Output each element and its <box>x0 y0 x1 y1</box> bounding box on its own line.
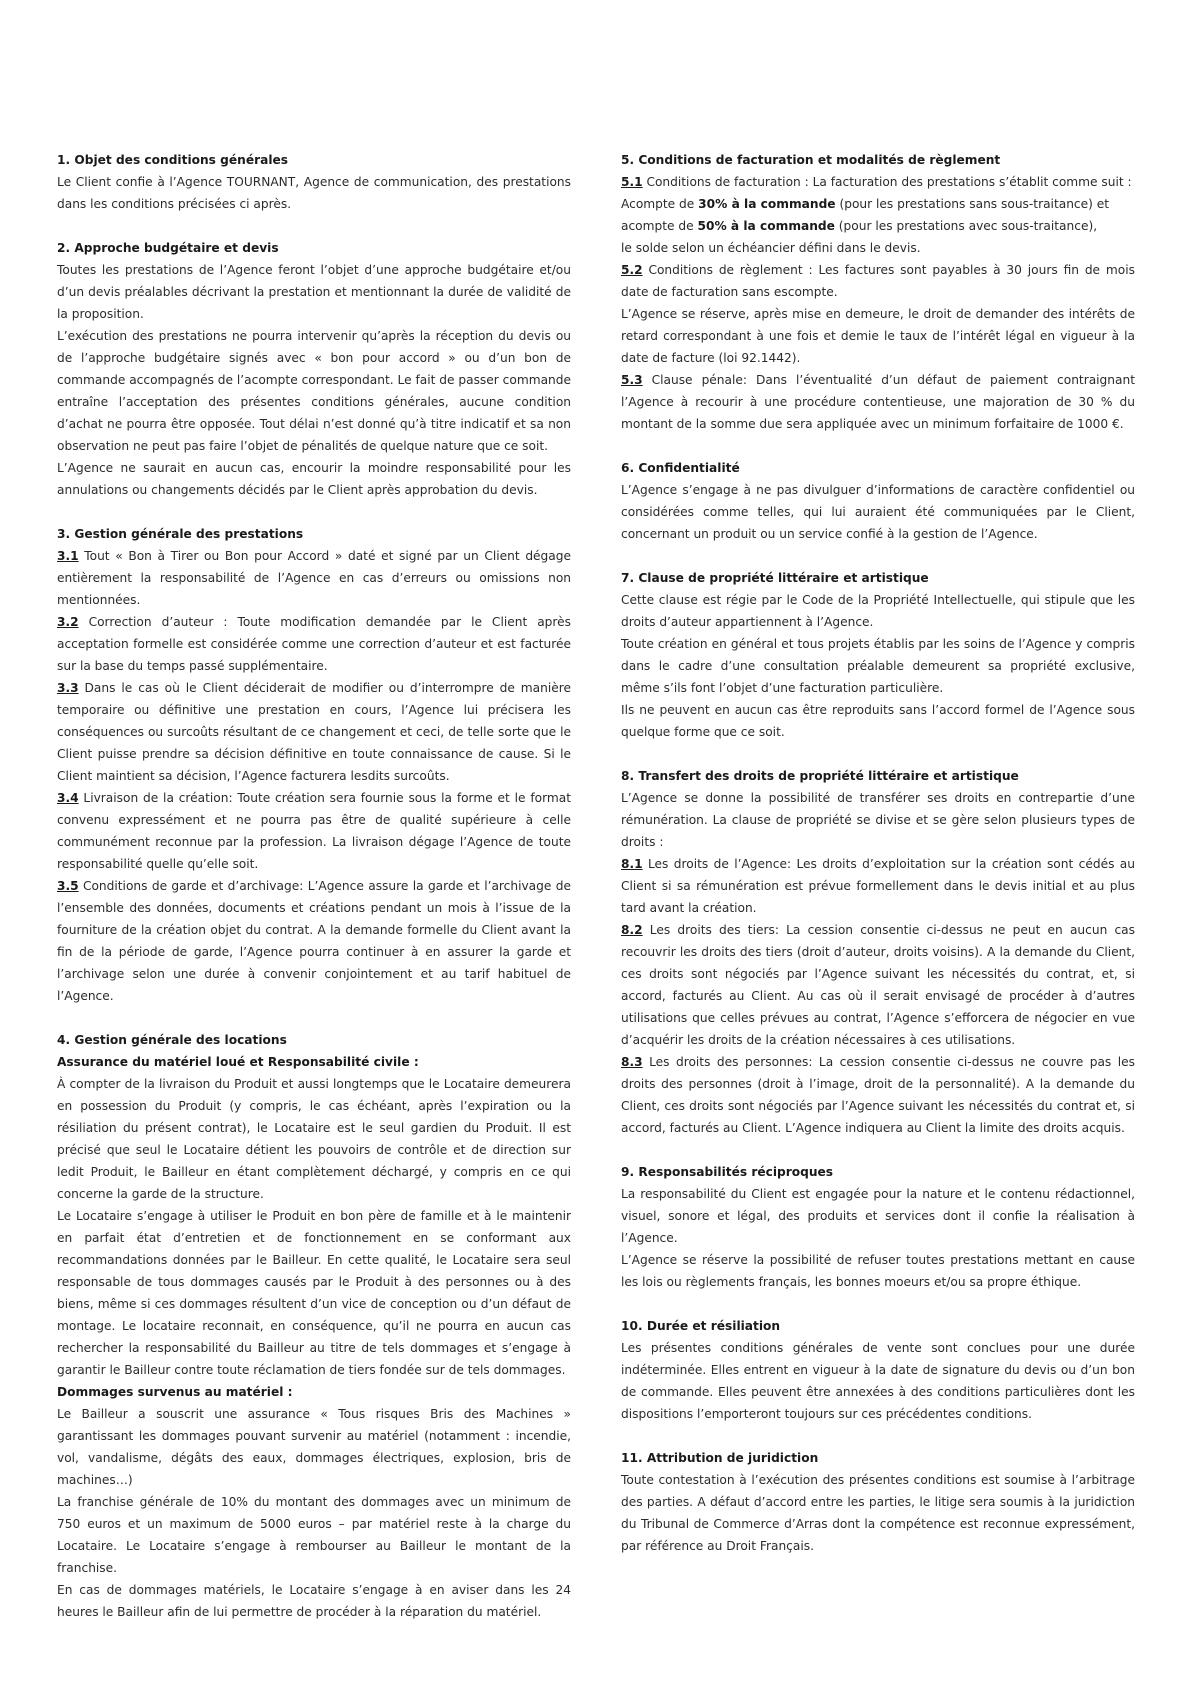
paragraph: Cette clause est régie par le Code de la Propriété Intellectuelle, qui stipule que les droits d’auteur appartiennent à l’Agence. <box>621 593 1135 629</box>
clause-number: 3.2 <box>57 615 79 629</box>
paragraph: À compter de la livraison du Produit et aussi longtemps que le Locataire demeurera en possession du Produit (y compris, le cas échéant, après l’expiration ou la résiliation du présent contrat), le Locataire est le seul gardien du Produit. Il est précisé que seul le Locataire détient les pouvoirs de contrôle et de direction sur ledit Produit, le Bailleur en étant complètement déchargé, y compris en ce qui concerne la garde de la structure. <box>57 1077 571 1201</box>
clause-text: Les droits des tiers: La cession consentie ci-dessus ne peut en aucun cas recouvrir les droits des tiers (droit d’auteur, droits voisins). A la demande du Client, ces droits sont négociés par l’Agence suivant les nécessités du contrat, et, si accord, facturés au Client. Au cas où il serait envisagé de procéder à d’autres utilisations que celles prévues au contrat, l’Agence s’efforcera de négocier en vue d’acquérir les droits de la création nécessaires à ces utilisations. <box>621 923 1135 1047</box>
clause-paragraph <box>57 611 571 677</box>
clause-text: Correction d’auteur : Toute modification demandée par le Client après acceptation formelle est considérée comme une correction d’auteur et est facturée sur la base du temps passé supplémentaire. <box>57 615 571 673</box>
section <box>621 149 1135 435</box>
section-heading: 7. Clause de propriété littéraire et artistique <box>621 571 929 585</box>
paragraph <box>621 193 1135 215</box>
paragraph: Le Client confie à l’Agence TOURNANT, Agence de communication, des prestations dans les conditions précisées ci après. <box>57 175 571 211</box>
paragraph: le solde selon un échéancier défini dans le devis. <box>621 241 921 255</box>
text-run: (pour les prestations avec sous-traitance), <box>834 219 1098 233</box>
left-column <box>57 149 571 1619</box>
section <box>57 523 571 1007</box>
section-heading: 2. Approche budgétaire et devis <box>57 241 279 255</box>
paragraph: L’Agence se réserve, après mise en demeure, le droit de demander des intérêts de retard correspondant à une fois et demie le taux de l’intérêt légal en vigueur à la date de facture (loi 92.1442). <box>621 307 1135 365</box>
clause-text: Conditions de règlement : Les factures sont payables à 30 jours fin de mois date de facturation sans escompte. <box>621 263 1135 299</box>
text-run: Acompte de <box>621 197 699 211</box>
section <box>57 149 571 215</box>
document-page <box>57 149 1135 1619</box>
clause-number: 3.3 <box>57 681 79 695</box>
clause-text: Clause pénale: Dans l’éventualité d’un défaut de paiement contraignant l’Agence à recourir à une procédure contentieuse, une majoration de 30 % du montant de la somme due sera appliquée avec un minimum forfaitaire de 1000 €. <box>621 373 1135 431</box>
section-heading: 9. Responsabilités réciproques <box>621 1165 834 1179</box>
paragraph: Le Bailleur a souscrit une assurance « Tous risques Bris des Machines » garantissant les dommages pouvant survenir au matériel (notamment : incendie, vol, vandalisme, dégâts des eaux, dommages électriques, explosion, bris de machines…) <box>57 1407 571 1487</box>
paragraph <box>621 215 1135 237</box>
clause-number: 5.2 <box>621 263 643 277</box>
clause-number: 3.1 <box>57 549 79 563</box>
text-run: acompte de <box>621 219 698 233</box>
paragraph: Toutes les prestations de l’Agence feront l’objet d’une approche budgétaire et/ou d’un devis préalables décrivant la prestation et mentionnant la durée de validité de la proposition. <box>57 263 571 321</box>
clause-paragraph <box>57 545 571 611</box>
paragraph: Toute création en général et tous projets établis par les soins de l’Agence y compris dans le cadre d’une consultation préalable demeurent sa propriété exclusive, même s’ils font l’objet d’une facturation particulière. <box>621 637 1135 695</box>
paragraph: La responsabilité du Client est engagée pour la nature et le contenu rédactionnel, visuel, sonore et légal, des produits et services dont il confie la réalisation à l’Agence. <box>621 1187 1135 1245</box>
section <box>621 1447 1135 1557</box>
paragraph: Le Locataire s’engage à utiliser le Produit en bon père de famille et à le maintenir en parfait état d’entretien et de fonctionnement en se conformant aux recommandations données par le Bailleur. En cette qualité, le Locataire sera seul responsable de tous dommages causés par le Produit à des personnes ou à des biens, même si ces dommages résultent d’un vice de conception ou d’un défaut de montage. Le locataire reconnait, en conséquence, qu’il ne pourra en aucun cas rechercher la responsabilité du Bailleur au titre de tels dommages et s’engage à garantir le Bailleur contre toute réclamation de tiers fondée sur de tels dommages. <box>57 1209 571 1377</box>
clause-paragraph <box>57 875 571 1007</box>
clause-text: Conditions de facturation : La facturation des prestations s’établit comme suit : <box>642 175 1132 189</box>
section <box>621 1161 1135 1293</box>
paragraph: L’Agence s’engage à ne pas divulguer d’informations de caractère confidentiel ou considérées comme telles, qui lui auraient été communiquées par le Client, concernant un produit ou un service confié à la gestion de l’Agence. <box>621 483 1135 541</box>
paragraph: L’Agence se donne la possibilité de transférer ses droits en contrepartie d’une rémunération. La clause de propriété se divise et se gère selon plusieurs types de droits : <box>621 791 1135 849</box>
clause-paragraph <box>57 787 571 875</box>
clause-paragraph <box>621 853 1135 919</box>
section-heading: 11. Attribution de juridiction <box>621 1451 819 1465</box>
paragraph: L’exécution des prestations ne pourra intervenir qu’après la réception du devis ou de l’approche budgétaire signés avec « bon pour accord » ou d’un bon de commande accompagnés de l’acompte correspondant. Le fait de passer commande entraîne l’acceptation des présentes conditions générales, aucune condition d’achat ne pourra être opposée. Tout délai n’est donné qu’à titre indicatif et sa non observation ne peut pas faire l’objet de pénalités de quelque nature que ce soit. <box>57 329 571 453</box>
clause-text: Conditions de garde et d’archivage: L’Agence assure la garde et l’archivage de l’ensemble des données, documents et créations pendant un mois à l’issue de la fourniture de la création objet du contrat. A la demande formelle du Client avant la fin de la période de garde, l’Agence pourra continuer à en assurer la garde et l’archivage selon une durée à convenir conjointement et au tarif habituel de l’Agence. <box>57 879 571 1003</box>
paragraph: Ils ne peuvent en aucun cas être reproduits sans l’accord formel de l’Agence sous quelque forme que ce soit. <box>621 703 1135 739</box>
clause-number: 5.3 <box>621 373 643 387</box>
clause-text: Les droits de l’Agence: Les droits d’exploitation sur la création sont cédés au Client si sa rémunération est prévue formellement dans le devis initial et au plus tard avant la création. <box>621 857 1135 915</box>
paragraph: L’Agence ne saurait en aucun cas, encourir la moindre responsabilité pour les annulations ou changements décidés par le Client après approbation du devis. <box>57 461 571 497</box>
bold-text: 50% à la commande <box>697 219 835 233</box>
clause-paragraph <box>621 369 1135 435</box>
section <box>57 1029 571 1623</box>
subsection-heading: Dommages survenus au matériel : <box>57 1385 293 1399</box>
paragraph: La franchise générale de 10% du montant des dommages avec un minimum de 750 euros et un maximum de 5000 euros – par matériel reste à la charge du Locataire. Le Locataire s’engage à rembourser au Bailleur le montant de la franchise. <box>57 1495 571 1575</box>
clause-number: 5.1 <box>621 175 643 189</box>
right-column <box>621 149 1135 1553</box>
clause-paragraph <box>57 677 571 787</box>
section <box>621 765 1135 1139</box>
clause-number: 8.2 <box>621 923 643 937</box>
section <box>621 567 1135 743</box>
clause-number: 3.4 <box>57 791 79 805</box>
section-heading: 3. Gestion générale des prestations <box>57 527 304 541</box>
clause-number: 3.5 <box>57 879 79 893</box>
clause-number: 8.1 <box>621 857 643 871</box>
section-heading: 4. Gestion générale des locations <box>57 1033 287 1047</box>
clause-paragraph <box>621 1051 1135 1139</box>
clause-paragraph <box>621 259 1135 303</box>
clause-text: Tout « Bon à Tirer ou Bon pour Accord » daté et signé par un Client dégage entièrement la responsabilité de l’Agence en cas d’erreurs ou omissions non mentionnées. <box>57 549 571 607</box>
clause-text: Livraison de la création: Toute création sera fournie sous la forme et le format convenu expressément et ne pourra pas être de qualité supérieure à celle communément reconnue par la profession. La livraison dégage l’Agence de toute responsabilité quelle qu’elle soit. <box>57 791 571 871</box>
paragraph: Les présentes conditions générales de vente sont conclues pour une durée indéterminée. Elles entrent en vigueur à la date de signature du devis ou d’un bon de commande. Elles peuvent être annexées à des conditions particulières dont les dispositions l’emporteront toujours sur ces précédentes conditions. <box>621 1341 1135 1421</box>
section-heading: 6. Confidentialité <box>621 461 740 475</box>
section-heading: 8. Transfert des droits de propriété littéraire et artistique <box>621 769 1019 783</box>
clause-paragraph <box>621 919 1135 1051</box>
paragraph: Toute contestation à l’exécution des présentes conditions est soumise à l’arbitrage des parties. A défaut d’accord entre les parties, le litige sera soumis à la juridiction du Tribunal de Commerce d’Arras dont la compétence est reconnue expressément, par référence au Droit Français. <box>621 1473 1135 1553</box>
subsection-heading: Assurance du matériel loué et Responsabilité civile : <box>57 1055 419 1069</box>
section-heading: 10. Durée et résiliation <box>621 1319 781 1333</box>
section <box>57 237 571 501</box>
clause-text: Dans le cas où le Client déciderait de modifier ou d’interrompre de manière temporaire ou définitive une prestation en cours, l’Agence lui précisera les conséquences ou surcoûts résultant de ce changement et ceci, de telle sorte que le Client puisse prendre sa décision définitive en toute connaissance de cause. Si le Client maintient sa décision, l’Agence facturera lesdits surcoûts. <box>57 681 571 783</box>
section-heading: 1. Objet des conditions générales <box>57 153 289 167</box>
paragraph: L’Agence se réserve la possibilité de refuser toutes prestations mettant en cause les lois ou règlements français, les bonnes moeurs et/ou sa propre éthique. <box>621 1253 1135 1289</box>
paragraph: En cas de dommages matériels, le Locataire s’engage à en aviser dans les 24 heures le Bailleur afin de lui permettre de procéder à la réparation du matériel. <box>57 1583 571 1619</box>
clause-paragraph <box>621 171 1135 193</box>
section <box>621 1315 1135 1425</box>
bold-text: 30% à la commande <box>698 197 836 211</box>
clause-number: 8.3 <box>621 1055 643 1069</box>
section-heading: 5. Conditions de facturation et modalités de règlement <box>621 153 1001 167</box>
text-run: (pour les prestations sans sous-traitance) et <box>835 197 1110 211</box>
clause-text: Les droits des personnes: La cession consentie ci-dessus ne couvre pas les droits des personnes (droit à l’image, droit de la personnalité). A la demande du Client, ces droits sont négociés par l’Agence suivant les nécessités du contrat et, si accord, facturés au Client. L’Agence indiquera au Client la limite des droits acquis. <box>621 1055 1135 1135</box>
section <box>621 457 1135 545</box>
